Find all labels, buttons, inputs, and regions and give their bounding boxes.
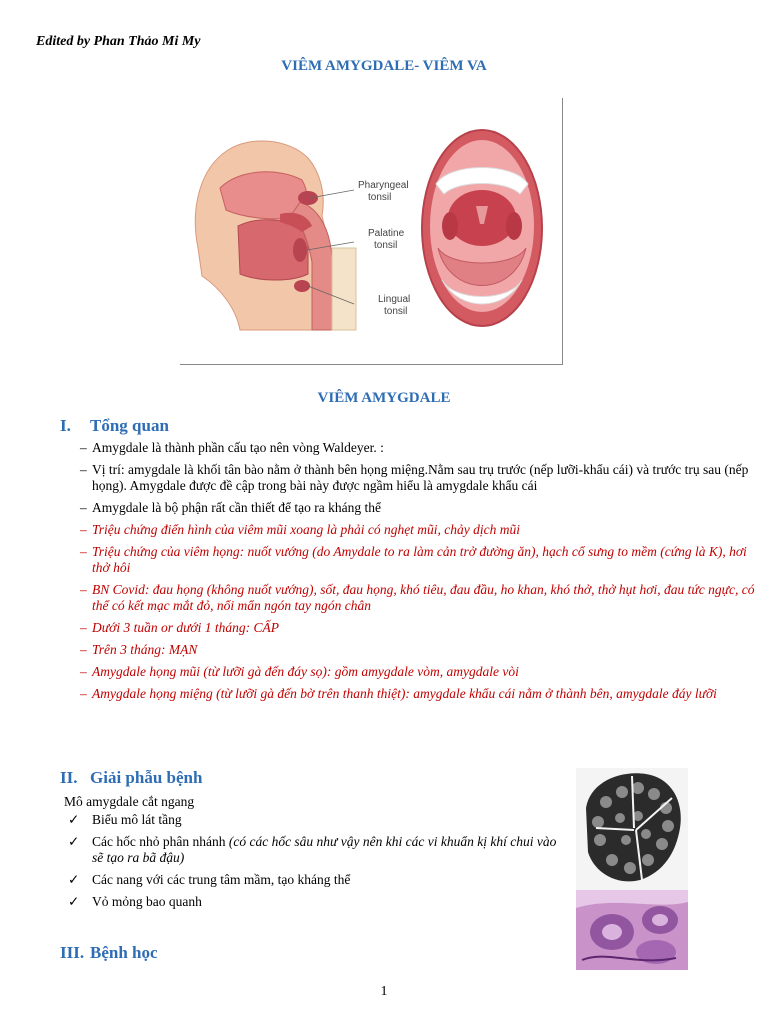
- palatine-tonsil-label: Palatine tonsil: [368, 228, 405, 251]
- check-icon: ✓: [68, 834, 80, 849]
- check-icon: ✓: [68, 872, 80, 887]
- list-item: – Amygdale là bộ phận rất cần thiết để tạo ra kháng thể: [80, 500, 760, 516]
- overview-list: [80, 440, 760, 708]
- list-item: – Dưới 3 tuần or dưới 1 tháng: CẤP: [80, 620, 760, 636]
- lingual-tonsil-label: Lingual tonsil: [378, 294, 411, 317]
- document-editor-credit: Edited by Phan Thảo Mi My: [36, 34, 201, 49]
- list-item: – BN Covid: đau họng (không nuốt vướng), sốt, đau họng, khó tiêu, đau đầu, ho khan, khó thở, thở hụt hơi, đau tức ngực, có thể có kết mạc mắt đỏ, nổi mẩn ngón tay ngón chân: [80, 582, 760, 614]
- list-item: ✓ Các hốc nhỏ phân nhánh (có các hốc sâu như vậy nên khi các vi khuẩn kị khí chui vào sẽ tạo ra bã đậu): [68, 834, 557, 865]
- list-item: ✓ Vỏ mỏng bao quanh: [68, 894, 202, 909]
- section-title-viem-amygdale: VIÊM AMYGDALE: [317, 390, 451, 406]
- list-item: ✓ Biểu mô lát tầng: [68, 812, 182, 827]
- tonsil-micrograph-he-stain: [576, 890, 688, 970]
- tonsil-micrograph-low-power: [576, 768, 688, 890]
- list-item: – Triệu chứng điển hình của viêm mũi xoang là phải có nghẹt mũi, chảy dịch mũi: [80, 522, 760, 538]
- list-item: – Triệu chứng của viêm họng: nuốt vướng (do Amydale to ra làm cản trở đường ăn), hạch cổ sưng to mềm (cứng là K), hơi thở hôi: [80, 544, 760, 576]
- heading-benh-hoc: III. Bệnh học: [60, 943, 158, 962]
- heading-tong-quan: I. Tổng quan: [60, 416, 169, 435]
- check-icon: ✓: [68, 894, 80, 909]
- list-item: ✓ Các nang với các trung tâm mầm, tạo kháng thể: [68, 872, 351, 887]
- list-item: – Amygdale họng mũi (từ lưỡi gà đến đáy sọ): gồm amygdale vòm, amygdale vòi: [80, 664, 760, 680]
- page-number: 1: [380, 984, 388, 999]
- list-item: – Vị trí: amygdale là khối tân bào nằm ở thành bên họng miệng.Nằm sau trụ trước (nếp lưỡi-khẩu cái) và trước trụ sau (nếp họng). Amygdale được đề cập trong bài này được ngầm hiểu là amygdale khẩu cái: [80, 462, 760, 494]
- list-item: – Amygdale họng miệng (từ lưỡi gà đến bờ trên thanh thiệt): amygdale khẩu cái nằm ở thành bên, amygdale đáy lưỡi: [80, 686, 760, 702]
- document-title: VIÊM AMYGDALE- VIÊM VA: [281, 58, 487, 74]
- list-item: – Trên 3 tháng: MẠN: [80, 642, 760, 658]
- list-item: – Amygdale là thành phần cấu tạo nên vòng Waldeyer. :: [80, 440, 760, 456]
- pathology-intro: Mô amygdale cắt ngang: [64, 794, 195, 809]
- check-icon: ✓: [68, 812, 80, 827]
- pathology-checklist: [68, 812, 558, 916]
- tonsil-anatomy-figure: [180, 98, 563, 365]
- pharyngeal-tonsil-label: Pharyngeal tonsil: [358, 180, 409, 203]
- heading-giai-phau-benh: II. Giải phẫu bệnh: [60, 768, 203, 787]
- tonsil-anatomy-illustration: [180, 98, 562, 364]
